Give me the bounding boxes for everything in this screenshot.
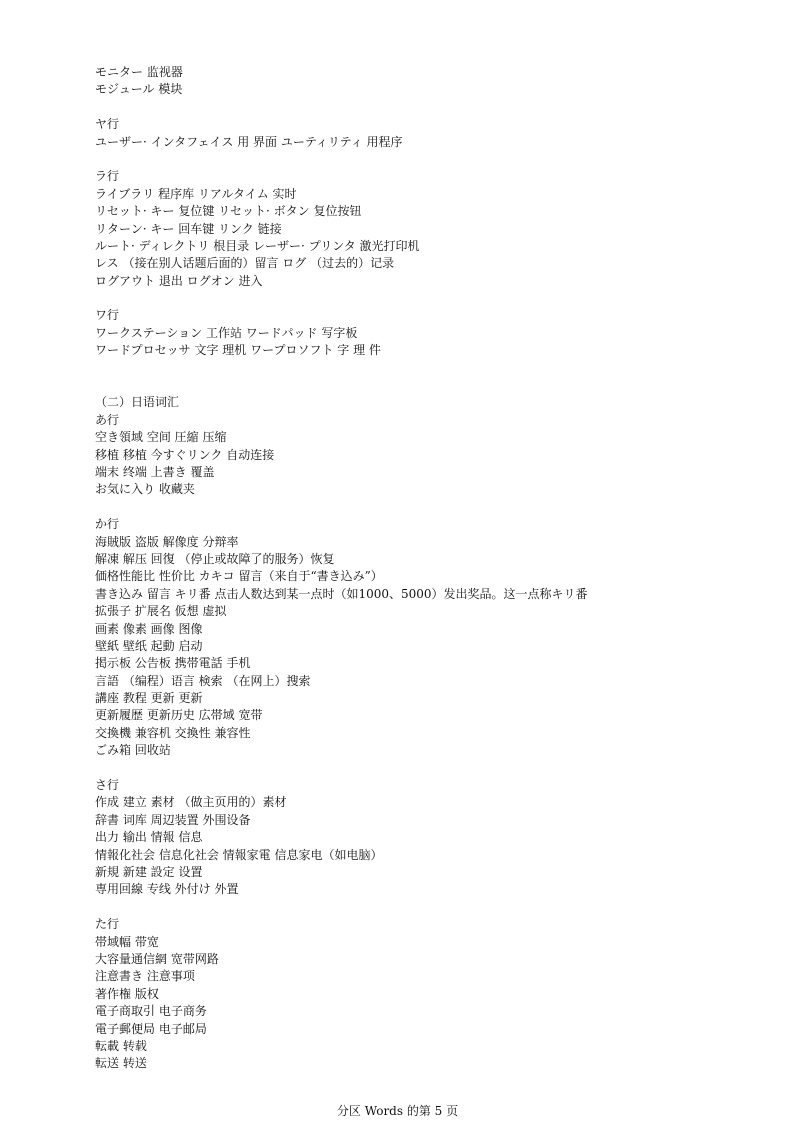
entry-line: 空き領域 空间 圧縮 压缩 (95, 430, 227, 445)
section-heading: た行 (95, 917, 120, 932)
entry-line: 交換機 兼容机 交換性 兼容性 (95, 725, 251, 740)
entry-line: モジュール 模块 (95, 82, 183, 97)
entry-line: ルート· ディレクトリ 根目录 レーザー· プリンタ 激光打印机 (95, 238, 420, 253)
entry-line: リターン· キー 回车键 リンク 链接 (95, 221, 282, 236)
entry-line: 作成 建立 素材 （做主页用的）素材 (95, 795, 287, 810)
entry-line: 帯域幅 带宽 (95, 934, 159, 949)
entry-line: 講座 教程 更新 更新 (95, 691, 203, 706)
page-footer: 分区 Words 的第 5 页 (336, 1104, 459, 1118)
entry-line: 電子商取引 电子商务 (95, 1004, 207, 1019)
blank-line (95, 360, 775, 395)
entry-line: 価格性能比 性价比 カキコ 留言（来自于“書き込み”） (95, 569, 383, 584)
section-heading: あ行 (95, 412, 120, 427)
section-heading: ワ行 (95, 308, 120, 323)
entry-line: ログアウト 退出 ログオン 进入 (95, 273, 263, 288)
section-heading: ヤ行 (95, 117, 120, 132)
blank-line (95, 499, 775, 516)
entry-line: 辞書 词库 周辺装置 外围设备 (95, 812, 251, 827)
entry-line: 著作権 版权 (95, 986, 159, 1001)
section-heading: か行 (95, 517, 120, 532)
part-heading: （二）日语词汇 (95, 395, 180, 410)
entry-line: ユーザー· インタフェイス 用 界面 ユーティリティ 用程序 (95, 134, 403, 149)
entry-line: レス （接在别人话题后面的）留言 ログ （过去的）记录 (95, 256, 395, 271)
entry-line: 画素 像素 画像 图像 (95, 621, 203, 636)
entry-line: モニター 监视器 (95, 65, 183, 79)
entry-line: 書き込み 留言 キリ番 点击人数达到某一点时（如1000、5000）发出奖品。这一点称キリ番 (95, 586, 588, 601)
entry-line: 転載 转载 (95, 1038, 147, 1053)
blank-line (95, 99, 775, 116)
section-heading: さ行 (95, 778, 120, 793)
entry-line: 掲示板 公告板 携帯電話 手机 (95, 656, 251, 671)
entry-line: ワードプロセッサ 文字 理机 ワープロソフト 字 理 件 (95, 343, 381, 358)
entry-line: 言語 （编程）语言 検索 （在网上）搜索 (95, 673, 311, 688)
blank-line (95, 151, 775, 168)
blank-line (95, 760, 775, 777)
entry-line: 情報化社会 信息化社会 情報家電 信息家电（如电脑） (95, 847, 383, 862)
entry-line: お気に入り 收藏夹 (95, 482, 195, 497)
entry-line: 大容量通信網 宽带网路 (95, 951, 219, 966)
entry-line: 新規 新建 設定 设置 (95, 864, 203, 879)
entry-line: 転送 转送 (95, 1056, 147, 1071)
entry-line: 拡張子 扩展名 仮想 虚拟 (95, 604, 227, 619)
entry-line: ライブラリ 程序库 リアルタイム 实时 (95, 186, 297, 201)
entry-line: 電子郵便局 电子邮局 (95, 1021, 207, 1036)
entry-line: 壁紙 壁纸 起動 启动 (95, 638, 203, 653)
entry-line: 端末 终端 上書き 覆盖 (95, 465, 215, 479)
entry-line: 注意書き 注意事项 (95, 969, 195, 984)
entry-line: 出力 输出 情報 信息 (95, 830, 203, 845)
entry-line: 移植 移植 今すぐリンク 自动连接 (95, 447, 275, 462)
entry-line: ワークステーション 工作站 ワードパッド 写字板 (95, 325, 358, 340)
section-heading: ラ行 (95, 169, 120, 184)
blank-line (95, 290, 775, 307)
entry-line: リセット· キー 复位键 リセット· ボタン 复位按钮 (95, 204, 362, 219)
entry-line: 更新履歴 更新历史 広帯域 宽带 (95, 708, 263, 723)
document-body (95, 64, 775, 1073)
entry-line: 海賊版 盗版 解像度 分辩率 (95, 534, 239, 549)
blank-line (95, 899, 775, 916)
entry-line: 専用回線 专线 外付け 外置 (95, 882, 239, 897)
entry-line: ごみ箱 回收站 (95, 743, 171, 758)
entry-line: 解凍 解压 回復 （停止或故障了的服务）恢复 (95, 551, 335, 566)
